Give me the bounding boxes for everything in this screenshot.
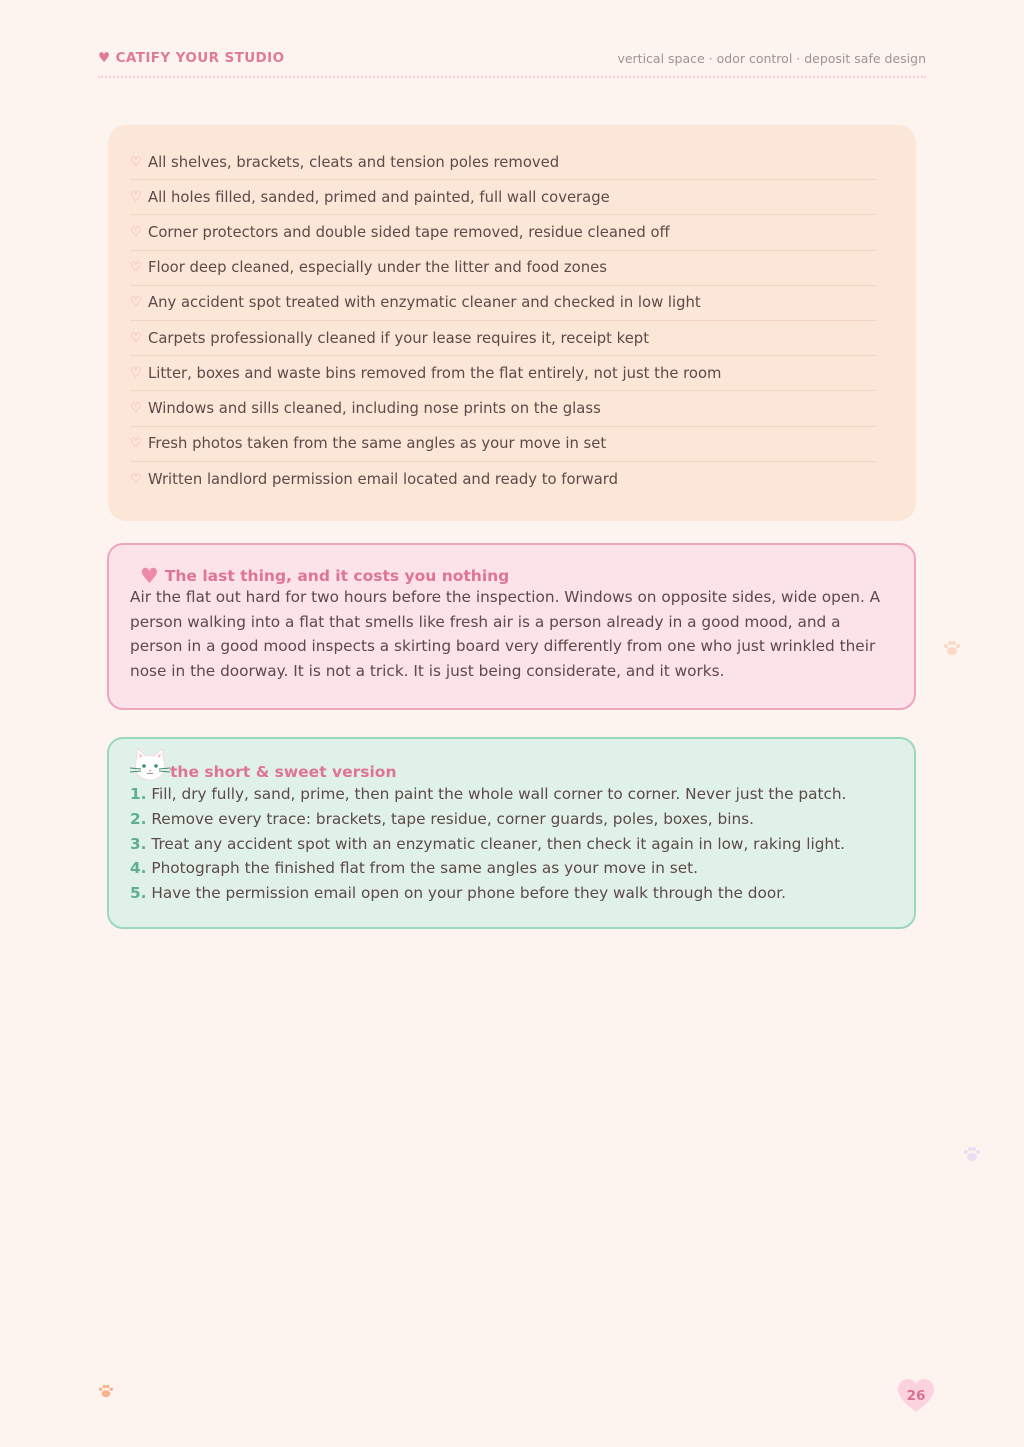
summary-item-number: 2. — [130, 809, 147, 828]
heart-outline-icon: ♡ — [130, 330, 142, 346]
checklist-item — [130, 356, 876, 391]
checklist-item — [130, 145, 876, 180]
heart-outline-icon: ♡ — [130, 224, 142, 240]
summary-item-number: 4. — [130, 859, 147, 878]
summary-title-row — [130, 761, 894, 781]
page-header — [98, 50, 926, 78]
heart-outline-icon: ♡ — [130, 189, 142, 205]
heart-outline-icon: ♡ — [130, 365, 142, 381]
checklist-card — [108, 125, 916, 521]
summary-item-text: Remove every trace: brackets, tape residue, corner guards, poles, boxes, bins. — [151, 809, 754, 828]
header-tagline: vertical space · odor control · deposit safe design — [617, 51, 926, 66]
summary-item — [130, 807, 894, 832]
summary-callout — [107, 737, 916, 929]
checklist-item — [130, 427, 876, 462]
checklist-item-text: All holes filled, sanded, primed and painted, full wall coverage — [148, 188, 610, 206]
summary-item-number: 5. — [130, 884, 147, 903]
tip-title: The last thing, and it costs you nothing — [164, 567, 510, 585]
summary-item-text: Photograph the finished flat from the same angles as your move in set. — [151, 859, 698, 878]
paw-print-icon — [962, 1145, 982, 1163]
summary-item-number: 3. — [130, 834, 147, 853]
summary-item — [130, 881, 894, 906]
heart-outline-icon: ♡ — [130, 471, 142, 487]
summary-item-text: Treat any accident spot with an enzymatic cleaner, then check it again in low, raking light. — [151, 834, 845, 853]
paw-print-icon — [97, 1383, 115, 1399]
checklist-item-text: Carpets professionally cleaned if your lease requires it, receipt kept — [148, 329, 649, 347]
heart-outline-icon: ♡ — [130, 260, 142, 276]
checklist-item-text: All shelves, brackets, cleats and tension poles removed — [148, 153, 560, 171]
checklist-item — [130, 321, 876, 356]
checklist-item — [130, 462, 876, 497]
checklist-item-text: Any accident spot treated with enzymatic cleaner and checked in low light — [148, 294, 701, 312]
paw-print-icon — [942, 639, 962, 657]
checklist-item-text: Corner protectors and double sided tape removed, residue cleaned off — [148, 223, 670, 241]
tip-body: Air the flat out hard for two hours before the inspection. Windows on opposite sides, wide open. A person walking into a flat that smells like fresh air is a person already in a good mood, and a person in a good mood inspects a skirting board very differently from one who just wrinkled their nose in the doorway. It is not a trick. It is just being considerate, and it works. — [130, 588, 881, 680]
brand-title: ♥ CATIFY YOUR STUDIO — [98, 50, 285, 66]
tip-callout — [107, 543, 916, 710]
tip-title-row — [140, 565, 894, 587]
checklist-item-text: Windows and sills cleaned, including nose prints on the glass — [148, 399, 601, 417]
heart-outline-icon: ♡ — [130, 436, 142, 452]
heart-outline-icon: ♡ — [130, 400, 142, 416]
heart-icon: ♥ — [140, 563, 159, 588]
checklist-item — [130, 286, 876, 321]
summary-title: the short & sweet version — [170, 763, 397, 781]
heart-outline-icon: ♡ — [130, 295, 142, 311]
cat-face-icon — [128, 747, 172, 783]
checklist-item-text: Fresh photos taken from the same angles as your move in set — [148, 435, 607, 453]
checklist-item-text: Floor deep cleaned, especially under the litter and food zones — [148, 259, 607, 277]
checklist-item-text: Litter, boxes and waste bins removed from the flat entirely, not just the room — [148, 364, 722, 382]
summary-item-number: 1. — [130, 785, 147, 803]
summary-item — [130, 782, 894, 807]
checklist-item — [130, 215, 876, 250]
heart-outline-icon: ♡ — [130, 154, 142, 170]
checklist-item-text: Written landlord permission email located and ready to forward — [148, 470, 618, 488]
summary-item-text: Fill, dry fully, sand, prime, then paint the whole wall corner to corner. Never just the patch. — [151, 785, 847, 803]
page-number: 26 — [906, 1388, 926, 1404]
checklist-item — [130, 251, 876, 286]
summary-item — [130, 856, 894, 881]
summary-list — [130, 782, 894, 906]
checklist-item — [130, 180, 876, 215]
summary-item — [130, 832, 894, 857]
summary-item-text: Have the permission email open on your phone before they walk through the door. — [151, 884, 786, 903]
checklist-item — [130, 391, 876, 426]
